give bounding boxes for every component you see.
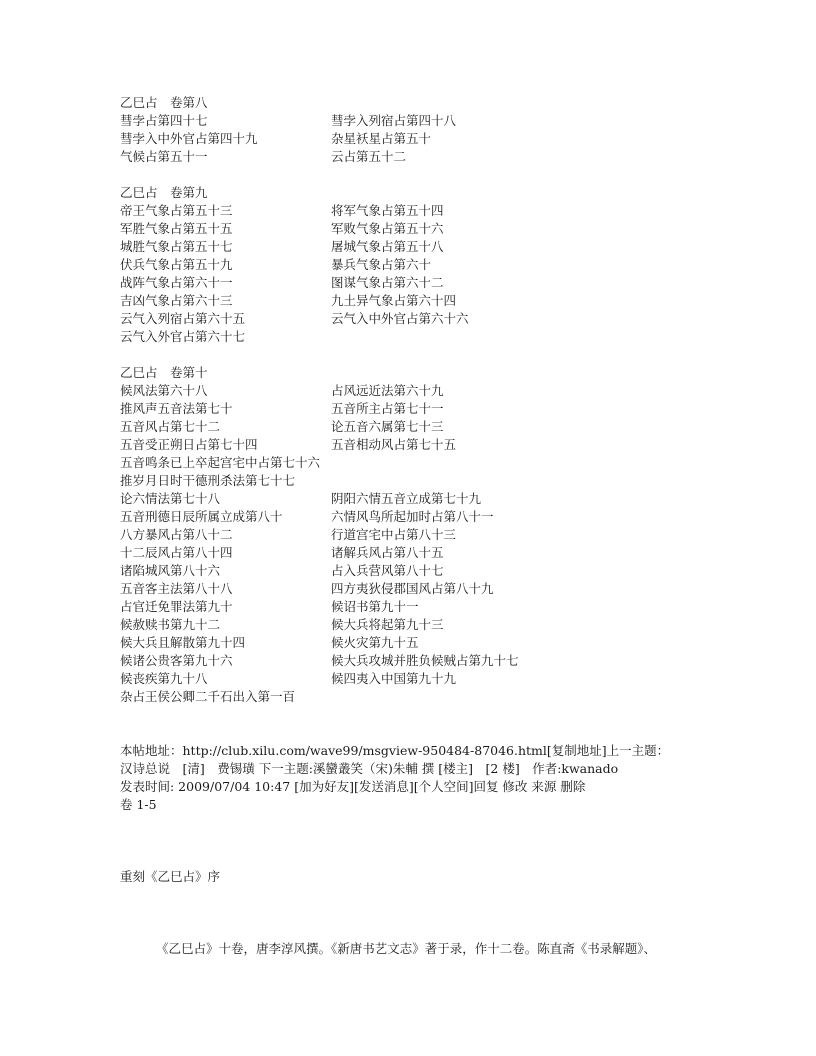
toc-row: [120, 382, 720, 400]
post-address-line[interactable]: 本帖地址：http://club.xilu.com/wave99/msgview-950484-87046.html[复制地址]上一主题：: [120, 743, 670, 758]
toc-row: [120, 508, 720, 526]
chapter-title: 候大兵攻城并胜负候贼占第九十七: [331, 653, 519, 668]
toc-row: [120, 310, 720, 328]
chapter-title: 五音受正朔日占第七十四: [120, 437, 258, 452]
toc-row: [120, 220, 720, 238]
chapter-title: 军胜气象占第五十五: [120, 221, 233, 236]
chapter-title: 阴阳六情五音立成第七十九: [331, 491, 482, 506]
chapter-title: 九土异气象占第六十四: [331, 293, 457, 308]
chapter-title: 彗孛占第四十七: [120, 113, 208, 128]
toc-row: [120, 112, 720, 130]
chapter-title: 云气入列宿占第六十五: [120, 311, 246, 326]
chapter-title: 八方暴风占第八十二: [120, 527, 233, 542]
chapter-title: 候四夷入中国第九十九: [331, 671, 457, 686]
table-of-contents: [120, 94, 720, 706]
chapter-title: 军败气象占第五十六: [331, 221, 444, 236]
chapter-title: 战阵气象占第六十一: [120, 275, 233, 290]
preface-paragraph: 《乙巳占》十卷，唐李淳风撰。《新唐书艺文志》著于录，作十二卷。陈直斋《书录解题》、: [156, 941, 657, 956]
toc-row: [120, 598, 720, 616]
chapter-title: 五音鸣条已上卒起宫宅中占第七十六: [120, 455, 321, 470]
chapter-title: 伏兵气象占第五十九: [120, 257, 233, 272]
toc-row: [120, 418, 720, 436]
chapter-title: 五音客主法第八十八: [120, 581, 233, 596]
post-meta-line[interactable]: 发表时间: 2009/07/04 10:47 [加为好友][发送消息][个人空间]回复 修改 来源 删除: [120, 779, 586, 794]
toc-row: [120, 526, 720, 544]
chapter-title: 候火灾第九十五: [331, 635, 419, 650]
chapter-title: 候丧疾第九十八: [120, 671, 208, 686]
toc-row: [120, 328, 720, 346]
chapter-title: 五音风占第七十二: [120, 419, 221, 434]
chapter-title: 推岁月日时干德刑杀法第七十七: [120, 473, 296, 488]
chapter-title: 论五音六属第七十三: [331, 419, 444, 434]
toc-row: [120, 454, 720, 472]
chapter-title: 云气入外官占第六十七: [120, 329, 246, 344]
toc-section: [120, 364, 720, 706]
topic-navigation-line[interactable]: 汉诗总说 [清] 费锡璜 下一主题:溪蠻叢笑（宋)朱輔 撰 [楼主] [2 楼] 作者:kwanado: [120, 761, 619, 776]
toc-row: [120, 436, 720, 454]
chapter-title: 气候占第五十一: [120, 149, 208, 164]
chapter-title: 屠城气象占第五十八: [331, 239, 444, 254]
chapter-title: 候诏书第九十一: [331, 599, 419, 614]
toc-row: [120, 256, 720, 274]
toc-row: [120, 472, 720, 490]
volume-heading: 乙巳占 卷第八: [120, 95, 208, 110]
preface-title: 重刻《乙巳占》序: [120, 869, 221, 884]
toc-row: [120, 544, 720, 562]
chapter-title: 六情风鸟所起加时占第八十一: [331, 509, 494, 524]
toc-row: [120, 490, 720, 508]
chapter-title: 候诸公贵客第九十六: [120, 653, 233, 668]
chapter-title: 推风声五音法第七十: [120, 401, 233, 416]
toc-row: [120, 562, 720, 580]
toc-row: [120, 670, 720, 688]
document-page: [120, 94, 720, 958]
chapter-title: 候赦赎书第九十二: [120, 617, 221, 632]
toc-section: [120, 94, 720, 166]
chapter-title: 五音所主占第七十一: [331, 401, 444, 416]
chapter-title: 五音相动风占第七十五: [331, 437, 457, 452]
chapter-title: 候大兵且解散第九十四: [120, 635, 246, 650]
chapter-title: 占入兵营风第八十七: [331, 563, 444, 578]
chapter-title: 占风远近法第六十九: [331, 383, 444, 398]
toc-row: [120, 292, 720, 310]
toc-row: [120, 238, 720, 256]
toc-section: [120, 184, 720, 346]
chapter-title: 吉凶气象占第六十三: [120, 293, 233, 308]
volume-range: 卷 1-5: [120, 797, 157, 812]
post-info: [120, 742, 720, 814]
chapter-title: 帝王气象占第五十三: [120, 203, 233, 218]
toc-row: [120, 616, 720, 634]
toc-row: [120, 202, 720, 220]
volume-heading: 乙巳占 卷第九: [120, 185, 208, 200]
chapter-title: 城胜气象占第五十七: [120, 239, 233, 254]
toc-row: [120, 634, 720, 652]
toc-row: [120, 580, 720, 598]
chapter-title: 候风法第六十八: [120, 383, 208, 398]
chapter-title: 候大兵将起第九十三: [331, 617, 444, 632]
chapter-title: 四方夷狄侵郡国风占第八十九: [331, 581, 494, 596]
toc-row: [120, 148, 720, 166]
toc-row: [120, 274, 720, 292]
chapter-title: 杂星袄星占第五十: [331, 131, 432, 146]
chapter-title: 云占第五十二: [331, 149, 407, 164]
chapter-title: 云气入中外官占第六十六: [331, 311, 469, 326]
chapter-title: 杂占王侯公卿二千石出入第一百: [120, 689, 296, 704]
chapter-title: 将军气象占第五十四: [331, 203, 444, 218]
chapter-title: 图谋气象占第六十二: [331, 275, 444, 290]
toc-row: [120, 130, 720, 148]
chapter-title: 彗孛入列宿占第四十八: [331, 113, 457, 128]
chapter-title: 行道宫宅中占第八十三: [331, 527, 457, 542]
toc-row: [120, 652, 720, 670]
chapter-title: 占官迁免罪法第九十: [120, 599, 233, 614]
chapter-title: 诸解兵风占第八十五: [331, 545, 444, 560]
toc-row: [120, 688, 720, 706]
volume-heading: 乙巳占 卷第十: [120, 365, 208, 380]
chapter-title: 十二辰风占第八十四: [120, 545, 233, 560]
chapter-title: 诸陷城风第八十六: [120, 563, 221, 578]
chapter-title: 彗孛入中外官占第四十九: [120, 131, 258, 146]
chapter-title: 暴兵气象占第六十: [331, 257, 432, 272]
chapter-title: 五音刑德日辰所属立成第八十: [120, 509, 283, 524]
toc-row: [120, 400, 720, 418]
chapter-title: 论六情法第七十八: [120, 491, 221, 506]
